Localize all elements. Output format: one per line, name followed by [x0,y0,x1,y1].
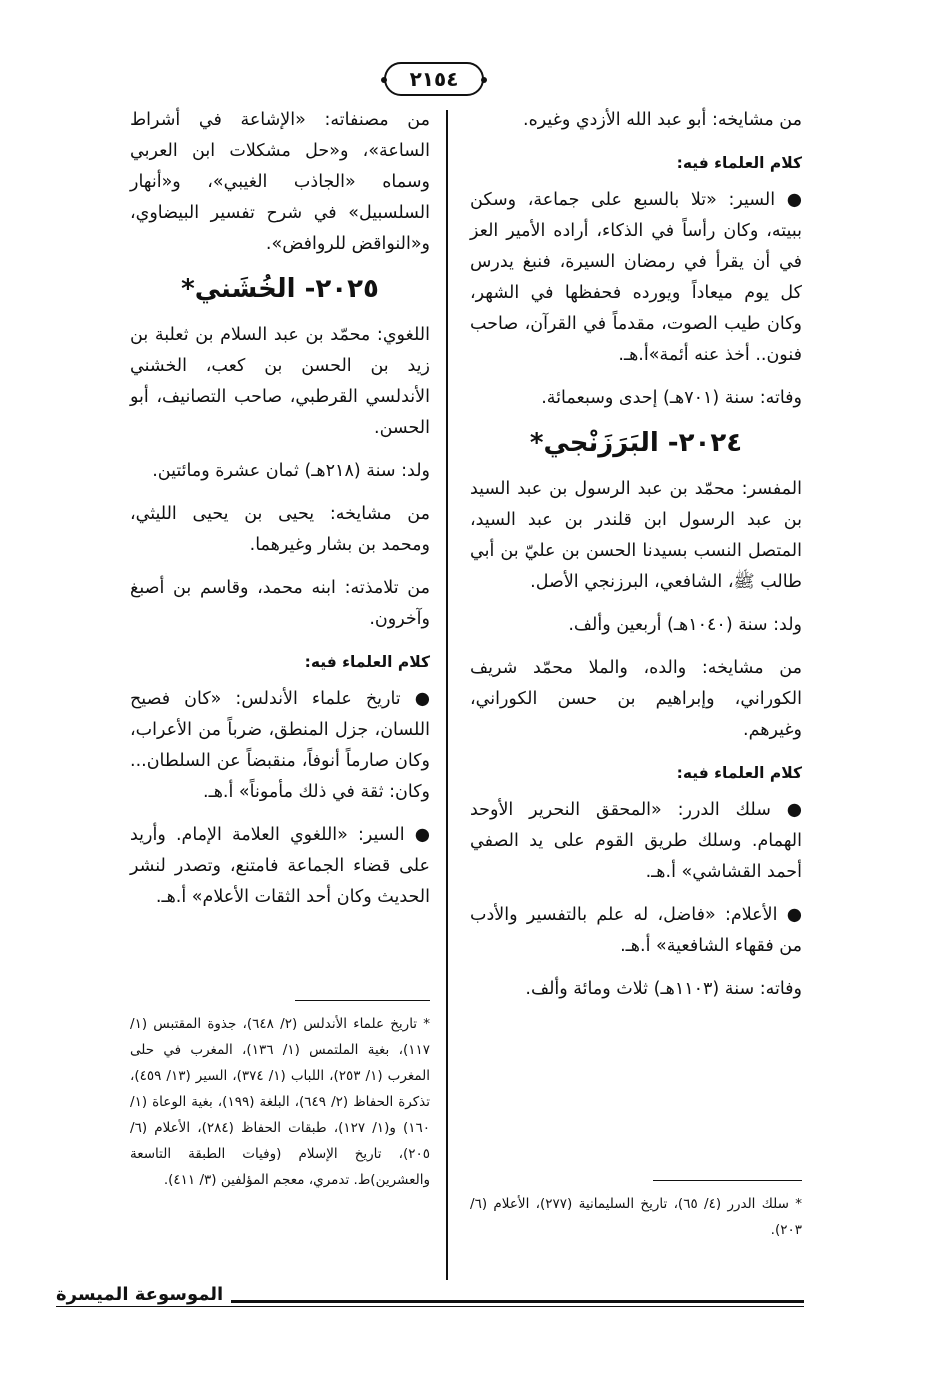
paragraph: ● تاريخ علماء الأندلس: «كان فصيح اللسان، جزل المنطق، ضرباً من الأعراب، وكان صارماً أنوفاً، منقبضاً عن السلطان... وكان: ثقة في ذلك مأموناً» أ.هـ. [130,689,430,802]
column-divider [446,110,448,1280]
left-column [130,105,430,925]
section-heading: كلام العلماء فيه: [676,764,802,782]
paragraph: من مشايخه: أبو عبد الله الأزدي وغيره. [523,110,802,130]
paragraph: وفاته: سنة (١١٠٣هـ) ثلاث ومائة وألف. [525,979,802,999]
paragraph: ولد: سنة (٢١٨هـ) ثمان عشرة ومائتين. [152,461,430,481]
page-number [384,62,484,96]
entry-title: ٢٠٢٥- الخُشَني* [181,274,379,304]
paragraph: وفاته: سنة (٧٠١هـ) إحدى وسبعمائة. [541,388,802,408]
paragraph: من مصنفاته: «الإشاعة في أشراط الساعة»، و«حل مشكلات ابن العربي وسماه «الجاذب الغيبي»، و«أنهار السلسبيل» في شرح تفسير البيضاوي، و«النواقض للروافض». [130,110,430,254]
paragraph: ● السير: «تلا بالسبع على جماعة، وسكن ببيته، وكان رأساً في الذكاء، أراده الأمير العز في أن يقرأ في رمضان السيرة، فنبغ يدرس كل يوم ميعاداً ويورده فحفظها في الشهر، وكان طيب الصوت، مقدماً في القرآن، صاحب فنون.. أخذ عنه أئمة»أ.هـ. [470,190,802,365]
paragraph: اللغوي: محمّد بن عبد السلام بن ثعلبة بن زيد بن الحسن بن كعب، الخشني الأندلسي القرطبي، صاحب التصانيف، أبو الحسن. [130,325,430,438]
paragraph: من مشايخه: والده، والملا محمّد شريف الكوراني، وإبراهيم بن حسن الكوراني، وغيرهم. [470,658,802,740]
right-column [470,105,802,1017]
left-footnote [130,1000,430,1193]
footnote-rule [295,1000,430,1001]
paragraph: من تلامذته: ابنه محمد، وقاسم بن أصبغ وآخرون. [130,578,430,629]
paragraph: ● السير: «اللغوي العلامة الإمام. وأريد على قضاء الجماعة فامتنع، وتصدر لنشر الحديث وكان أحد الثقات الأعلام» أ.هـ. [130,825,430,907]
entry-title: ٢٠٢٤- البَرَزَنْجي* [529,428,743,458]
paragraph: ولد: سنة (١٠٤٠هـ) أربعين وألف. [568,615,802,635]
paragraph: ● سلك الدرر: «المحقق النحرير الأوحد الهمام. وسلك طريق القوم على يد الصفي أحمد القشاشي» أ.هـ. [470,800,802,882]
paragraph: من مشايخه: يحيى بن يحيى الليثي، ومحمد بن بشار وغيرهما. [130,504,430,555]
section-heading: كلام العلماء فيه: [676,154,802,172]
footer-title: الموسوعة الميسرة [56,1284,231,1305]
footer-rule-thin [56,1306,804,1307]
right-footnote [470,1180,802,1243]
paragraph: ● الأعلام: «فاضل، له علم بالتفسير والأدب من فقهاء الشافعية» أ.هـ. [470,905,802,956]
page-number-text: ٢١٥٤ [409,67,459,91]
paragraph: المفسر: محمّد بن عبد الرسول بن عبد السيد بن عبد الرسول ابن قلندر بن عبد السيد، المتصل النسب بسيدنا الحسن بن عليّ بن أبي طالب ﷺ، الشافعي، البرزنجي الأصل. [470,479,802,592]
footnote-rule [653,1180,802,1181]
footnote-text: * تاريخ علماء الأندلس (٢/ ٦٤٨)، جذوة المقتبس (١/ ١١٧)، بغية الملتمس (١/ ١٣٦)، المغرب في حلى المغرب (١/ ٢٥٣)، اللباب (١/ ٣٧٤)، السير (١٣/ ٤٥٩)، تذكرة الحفاظ (٢/ ٦٤٩)، البلغة (١٩٩)، بغية الوعاة (١/ ١٦٠) و(١/ ١٢٧)، طبقات الحفاظ (٢٨٤)، الأعلام (٦/ ٢٠٥)، تاريخ الإسلام (وفيات الطبقة التاسعة والعشرين)ط. تدمري، معجم المؤلفين (٣/ ٤١١). [130,1016,431,1188]
section-heading: كلام العلماء فيه: [304,653,430,671]
footnote-text: * سلك الدرر (٤/ ٦٥)، تاريخ السليمانية (٢٧٧)، الأعلام (٦/ ٢٠٣). [470,1196,802,1238]
